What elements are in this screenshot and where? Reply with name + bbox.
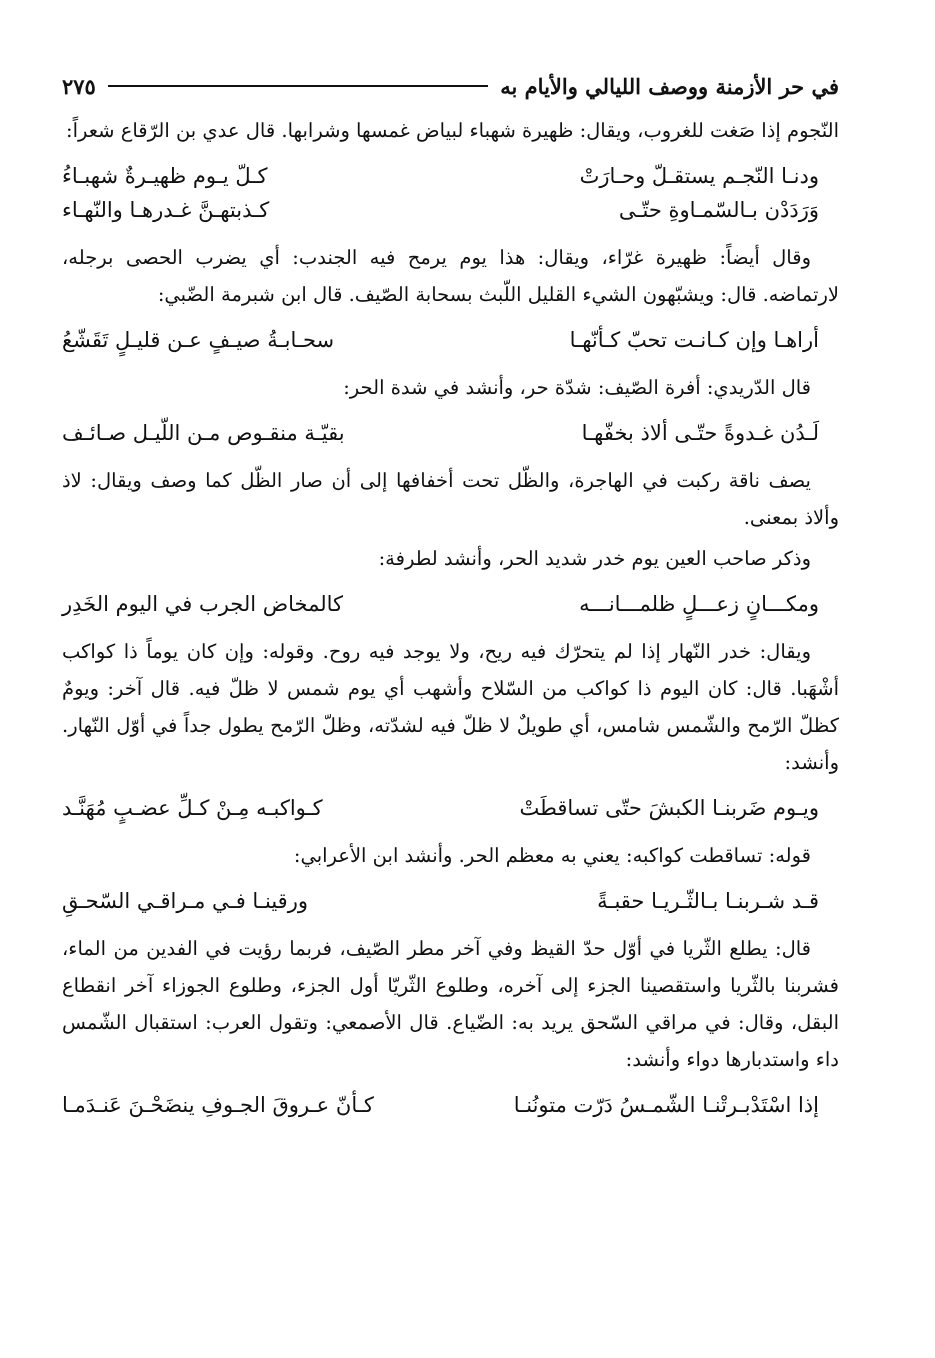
page-body [62, 112, 839, 1122]
paragraph: النّجوم إذا صَغت للغروب، ويقال: ظهيرة شهباء لبياض غمسها وشرابها. قال عدي بن الرّقاع شعراً: [66, 119, 839, 142]
verse-second-hemistich: كـأنّ عـروقَ الجـوفِ ينضَحْـنَ عَنـدَمـا [62, 1093, 374, 1117]
poem [62, 416, 839, 450]
verse-second-hemistich: ورقينـا فـي مـراقـي السّحـقِ [62, 889, 308, 913]
verse-line [62, 416, 839, 450]
verse-second-hemistich: بقيّـة منقـوص مـن اللّيـل صـائـف [62, 421, 345, 445]
paragraph: ويقال: خدر النّهار إذا لم يتحرّك فيه ريح، ولا يوجد فيه روح. وقوله: وإن كان يوماً ذا كواكب أشْهَبا. قال: كان اليوم ذا كواكب من السّلاح وأشهب أي يوم شمس لا ظلّ فيه. قال آخر: ويومٌ كظلّ الرّمح والشّمس شامس، أي طويلٌ لا ظلّ فيه لشدّته، وظلّ الرّمح يطول جداً في أوّل النّهار. وأنشد: [62, 640, 839, 774]
paragraph: وقال أيضاً: ظهيرة غرّاء، ويقال: هذا يوم يرمح فيه الجندب: أي يضرب الحصى برجله، لارتماضه. قال: ويشبّهون الشيء القليل اللّبث بسحابة الصّيف. قال ابن شبرمة الضّبي: [62, 246, 839, 306]
verse-first-hemistich: إذا اسْتَدْبـرتْنـا الشّمـسُ دَرّت متونُنـا [513, 1093, 819, 1117]
verse-second-hemistich: كـلّ يـوم ظهيـرةٌ شهبـاءُ [62, 164, 268, 188]
poem [62, 587, 839, 621]
paragraph: قال الدّريدي: أفرة الصّيف: شدّة حر، وأنشد في شدة الحر: [343, 376, 811, 399]
verse-line [62, 884, 839, 918]
paragraph: وذكر صاحب العين يوم خدر شديد الحر، وأنشد لطرفة: [378, 547, 811, 570]
paragraph: قال: يطلع الثّريا في أوّل حدّ القيظ وفي آخر مطر الصّيف، فربما رؤيت في الفدين من الماء، فشربنا بالثّريا واستقصينا الجزء إلى آخره، وطلوع الثّريّا أول الجزء، وطلوع الجوزاء آخر انقطاع البقل، وقال: في مراقي السّحق يريد به: الضّياع. قال الأصمعي: وتقول العرب: استقبال الشّمس داء واستدبارها دواء وأنشد: [62, 937, 839, 1071]
verse-first-hemistich: ومكـــانٍ زعـــلٍ ظلمـــانـــه [579, 592, 819, 616]
verse-line [62, 1088, 839, 1122]
poem [62, 791, 839, 825]
page-number: ٢٧٥ [62, 73, 96, 99]
header-rule [108, 85, 488, 87]
paragraph: يصف ناقة ركبت في الهاجرة، والظّل تحت أخفافها إلى أن صار الظّل كما وصف ويقال: لاذ وألاذ بمعنى. [62, 469, 839, 529]
verse-second-hemistich: كـواكبـه مِـنْ كـلِّ عضـبٍ مُهَنَّـد [62, 796, 323, 820]
verse-first-hemistich: قـد شـربنـا بـالثّـريـا حقبـةً [597, 889, 819, 913]
verse-first-hemistich: أراهـا وإن كـانـت تحبّ كـأنّهـا [569, 328, 819, 352]
poem [62, 1088, 839, 1122]
verse-second-hemistich: كالمخاض الجرب في اليوم الخَدِر [62, 592, 344, 616]
verse-first-hemistich: ويـوم ضَربنـا الكبشَ حتّى تساقطَتْ [519, 796, 819, 820]
poem [62, 159, 839, 227]
verse-first-hemistich: لَـدُن غـدوةً حتّـى ألاذ بخفّهـا [581, 421, 819, 445]
verse-line [62, 159, 839, 193]
verse-line [62, 791, 839, 825]
paragraph: قوله: تساقطت كواكبه: يعني به معظم الحر. وأنشد ابن الأعرابي: [293, 844, 811, 867]
verse-first-hemistich: وَرَدَدْن بـالسّمـاوةِ حتّـى [618, 198, 819, 222]
verse-line [62, 587, 839, 621]
verse-first-hemistich: ودنـا النّجـم يستقـلّ وحـارَتْ [579, 164, 819, 188]
poem [62, 884, 839, 918]
poem [62, 323, 839, 357]
verse-line [62, 193, 839, 227]
running-title: في حر الأزمنة ووصف الليالي والأيام به [500, 73, 839, 99]
verse-line [62, 323, 839, 357]
verse-second-hemistich: كـذبتهـنَّ غـدرهـا والنّهـاء [62, 198, 270, 222]
page-header [62, 70, 839, 102]
verse-second-hemistich: سحـابـةُ صيـفٍ عـن قليـلٍ تَقَشّعُ [62, 328, 335, 352]
